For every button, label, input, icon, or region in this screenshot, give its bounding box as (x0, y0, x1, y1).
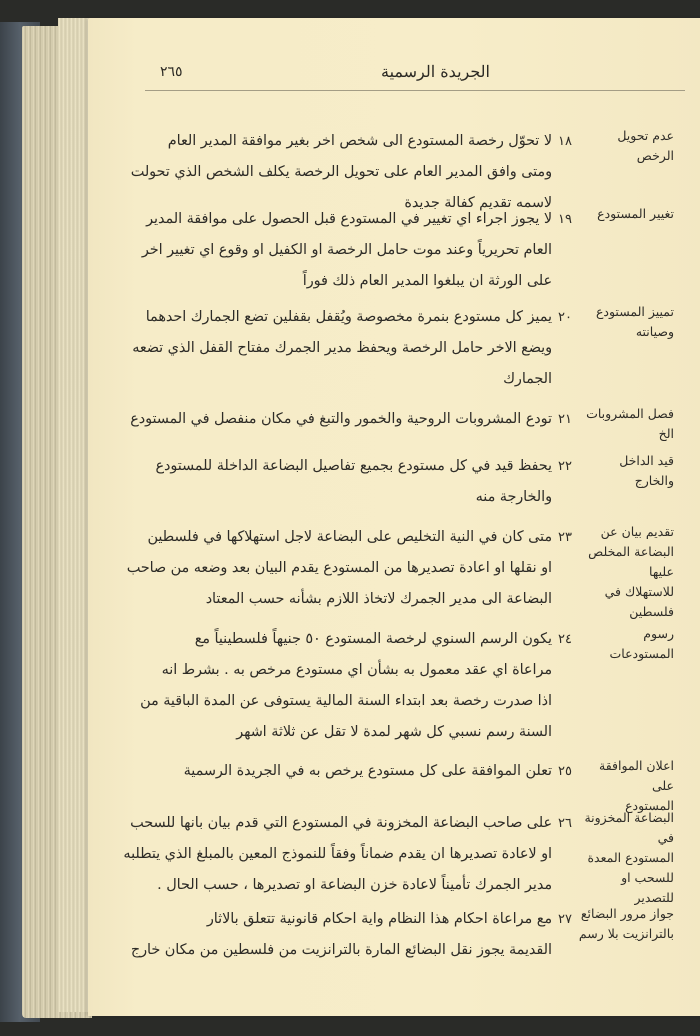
article-27 (120, 904, 688, 966)
article-number: ١٨ (558, 134, 572, 149)
article-text: لا يجوز اجراء اي تغيير في المستودع قبل الحصول على موافقة المدير العام تحريرياً وعند موت حامل الرخصة او الكفيل او وقوع اي تغيير اخر على الورثة ان يبلغوا المدير العام ذلك فوراً (141, 211, 552, 289)
article-number: ٢٥ (558, 764, 572, 779)
article-24 (120, 624, 688, 748)
article-22 (120, 451, 688, 513)
article-text: يكون الرسم السنوي لرخصة المستودع ٥٠ جنيهاً فلسطينياً مع مراعاة اي عقد معمول به بشأن اي مستودع مرخص به . بشرط انه اذا صدرت رخصة بعد ابتداء السنة المالية يستوفى عن المدة الباقية من السنة رسم نسبي كل شهر لمدة لا تقل عن ثلاثة اشهر (140, 631, 552, 740)
article-21 (120, 404, 688, 444)
article-text: تعلن الموافقة على كل مستودع يرخص به في الجريدة الرسمية (183, 763, 552, 779)
article-text: على صاحب البضاعة المخزونة في المستودع التي قدم بيان بانها للسحب او لاعادة تصديرها ان يقدم ضماناً وفقاً للنموذج المعين بالمبلغ الذي يتطلبه مدير الجمرك تأميناً لاعادة خزن البضاعة او تصديرها ، حسب الحال . (123, 815, 552, 893)
article-23 (120, 522, 688, 622)
article-text: مع مراعاة احكام هذا النظام واية احكام قانونية تتعلق بالاثار القديمة يجوز نقل البضائع المارة بالترانزيت من فلسطين من مكان خارج (130, 911, 552, 958)
article-20 (120, 302, 688, 395)
article-number: ٢٦ (558, 816, 572, 831)
article-text: يميز كل مستودع بنمرة مخصوصة ويُقفل بقفلين تضع الجمارك احدهما ويضع الاخر حامل الرخصة ويحفظ مدير الجمرك مفتاح القفل الذي تضعه الجمارك (132, 309, 552, 387)
article-number: ٢٠ (558, 310, 572, 325)
article-text: متى كان في النية التخليص على البضاعة لاجل استهلاكها في فلسطين او نقلها او اعادة تصديرها من المستودع يقدم البيان بعد وضعه من صاحب البضاعة الى مدير الجمرك لاتخاذ اللازم بشأنه حسب المعتاد (126, 529, 552, 607)
margin-note: فصل المشروبات الخ (586, 406, 674, 441)
article-number: ٢٢ (558, 459, 572, 474)
header-rule (145, 90, 685, 91)
margin-note: قيد الداخل والخارج (619, 453, 674, 488)
margin-note: تقديم بيان عن البضاعة المخلص عليها للاستهلاك في فلسطين (588, 524, 674, 619)
article-number: ٢١ (558, 412, 572, 427)
article-text: تودع المشروبات الروحية والخمور والتبغ في مكان منفصل في المستودع (130, 411, 552, 427)
page-stack-edge-inner (58, 18, 92, 1012)
article-number: ٢٣ (558, 530, 572, 545)
article-number: ٢٤ (558, 632, 572, 647)
article-25 (120, 756, 688, 816)
article-number: ١٩ (558, 212, 572, 227)
article-text: لا تحوّل رخصة المستودع الى شخص اخر بغير موافقة المدير العام ومتى وافق المدير العام على تحويل الرخصة يكلف الشخص الذي تحولت لاسمه تقديم كفالة جديدة (130, 133, 552, 211)
gazette-title: الجريدة الرسمية (380, 62, 490, 81)
page-header (150, 44, 680, 84)
margin-note: رسوم المستودعات (609, 626, 674, 661)
page-number: ٢٦٥ (160, 64, 183, 80)
margin-note: اعلان الموافقة على المستودع (599, 758, 674, 813)
article-text: يحفظ قيد في كل مستودع بجميع تفاصيل البضاعة الداخلة للمستودع والخارجة منه (155, 458, 552, 505)
margin-note: تغيير المستودع (597, 206, 674, 221)
margin-note: تمييز المستودع وصيانته (595, 304, 674, 339)
margin-note: عدم تحويل الرخص (617, 128, 674, 163)
margin-note: جواز مرور البضائع بالترانزيت بلا رسم (578, 906, 674, 941)
article-26 (120, 808, 688, 908)
margin-note: البضاعة المخزونة في المستودع المعدة للسحب او للتصدير (584, 810, 674, 905)
article-19 (120, 204, 688, 297)
article-number: ٢٧ (558, 912, 572, 927)
